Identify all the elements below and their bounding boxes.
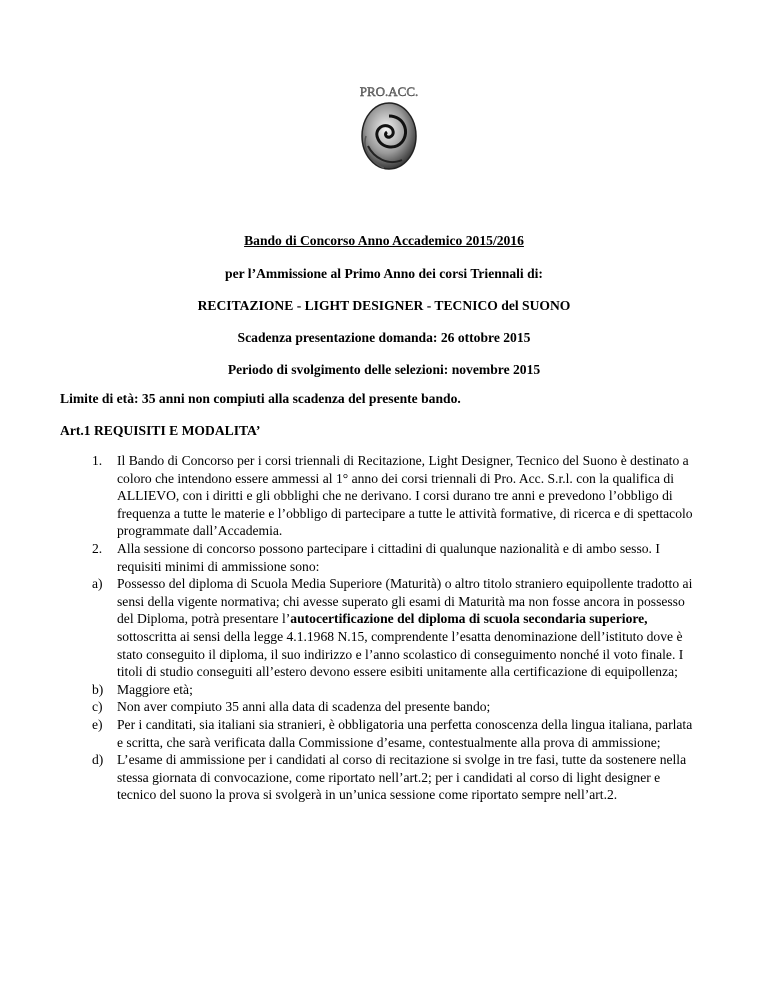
list-item-text: Alla sessione di concorso possono partecipare i cittadini di qualunque nazionalità e di ambo sesso. I requisiti minimi di ammissione sono:	[117, 540, 660, 574]
age-limit: Limite di età: 35 anni non compiuti alla scadenza del presente bando.	[60, 391, 461, 406]
list-item-text: L’esame di ammissione per i candidati al corso di recitazione si svolge in tre fasi, tutte da sostenere nella stessa giornata di convocazione, come riportato nell’art.2; per i candidati al corso di light designer e tecnico del suono la prova si svolgerà in un’unica sessione come riportato sempre nell’art.2.	[117, 752, 687, 803]
list-item-text: sottoscritta ai sensi della legge 4.1.1968 N.15, comprendente l’esatta denominazione dell’istituto dove è stato conseguito il diploma, il suo indirizzo e l’anno scolastico di conseguimento nonché il voto finale. I titoli di studio conseguiti all’estero devono essere esibiti unitamente alla certificazione di equipollenza;	[117, 628, 684, 680]
list-item-text: Il Bando di Concorso per i corsi triennali di Recitazione, Light Designer, Tecnico del Suono è destinato a coloro che intendono essere ammessi al 1° anno dei corsi triennali di Pro. Acc. S.r.l. con la qualifica di ALLIEVO, con i diritti e gli obblighi che ne derivano. I corsi durano tre anni e prevedono l’obbligo di frequenza a tutte le materie e l’obbligo di partecipare a tutte le attività formative, di ricerca e di spettacolo programmate dall’Accademia.	[117, 453, 693, 539]
list-marker: b)	[92, 681, 104, 697]
list-item	[60, 575, 700, 681]
list-marker: 1.	[92, 453, 103, 468]
requirements-list	[60, 452, 700, 804]
list-item-text: Maggiore età;	[117, 681, 193, 697]
list-marker: c)	[92, 699, 103, 715]
list-item	[60, 681, 700, 699]
deadline-line: Scadenza presentazione domanda: 26 ottobre 2015	[237, 330, 531, 345]
courses-line: RECITAZIONE - LIGHT DESIGNER - TECNICO del SUONO	[197, 298, 571, 313]
list-item-text: Per i canditati, sia italiani sia stranieri, è obbligatoria una perfetta conoscenza della lingua italiana, parlata e scritta, che sarà verificata dalla Commissione d’esame, contestualmente alla prova di ammissione;	[117, 716, 693, 750]
article-title: Art.1 REQUISITI E MODALITA’	[60, 423, 261, 438]
list-marker: 2.	[92, 540, 103, 556]
list-item	[60, 751, 700, 804]
list-item	[60, 452, 700, 540]
academy-logo	[348, 76, 430, 172]
list-item-bold-text: autocertificazione del diploma di scuola secondaria superiore,	[290, 611, 648, 627]
subtitle-line: per l’Ammissione al Primo Anno dei corsi Triennali di:	[225, 266, 543, 281]
list-item	[60, 716, 700, 751]
list-marker: a)	[92, 576, 103, 592]
selection-period-line: Periodo di svolgimento delle selezioni: novembre 2015	[227, 362, 541, 377]
list-item	[60, 698, 700, 716]
list-item	[60, 540, 700, 575]
list-marker: e)	[92, 716, 103, 732]
list-item-text: Possesso del diploma di Scuola Media Superiore (Maturità) o altro titolo straniero equipollente tradotto ai sensi della vigente normativa; chi avesse superato gli esami di Maturità ma non fosse ancora in possesso del Diploma, potrà presentare l’	[117, 576, 693, 627]
title-line: Bando di Concorso Anno Accademico 2015/2016	[244, 233, 524, 248]
list-item-text: Non aver compiuto 35 anni alla data di scadenza del presente bando;	[117, 699, 491, 715]
list-marker: d)	[92, 752, 104, 768]
logo-text: PRO.ACC.	[359, 84, 419, 99]
